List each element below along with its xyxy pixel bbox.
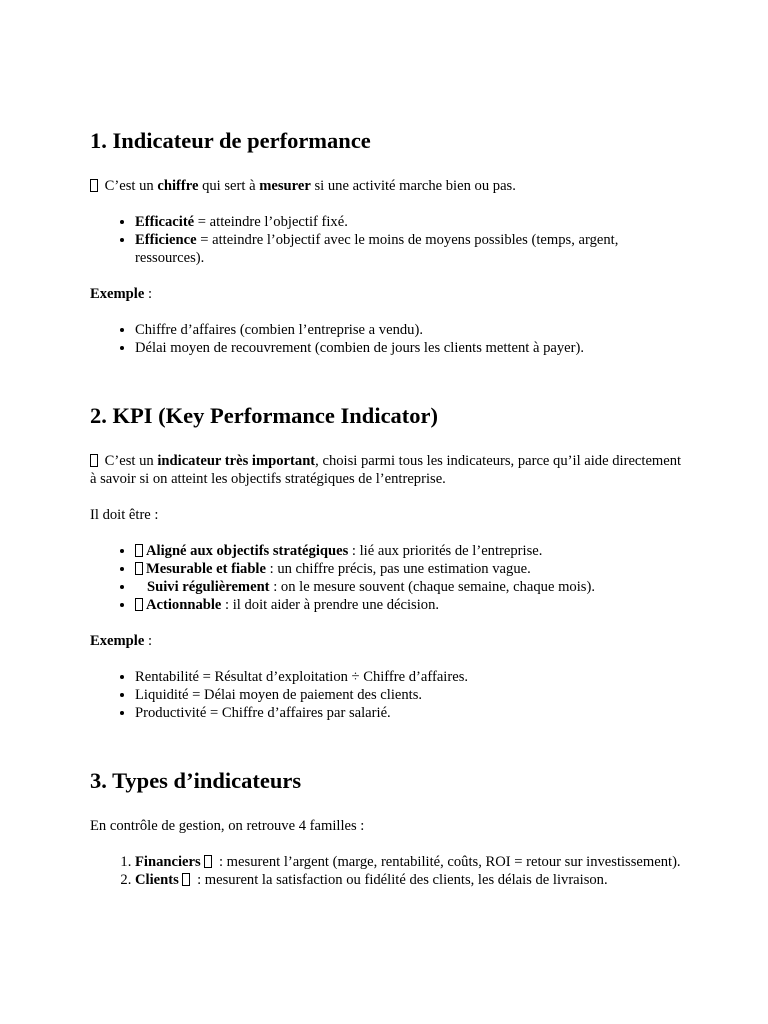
definitions-list (90, 213, 690, 267)
list-item: • Délai moyen de recouvrement (combien de jours les clients mettent à payer). (135, 339, 690, 357)
section-1-intro: C’est un chiffre qui sert à mesurer si une activité marche bien ou pas. (90, 177, 690, 195)
missing-glyph-icon (135, 544, 143, 557)
list-item: • Efficience = atteindre l’objectif avec le moins de moyens possibles (temps, argent, ressources). (135, 231, 690, 267)
examples-list (90, 668, 690, 722)
example-label: Exemple : (90, 633, 153, 649)
criteria-list (90, 542, 690, 614)
section-2-title: 2. KPI (Key Performance Indicator) (90, 403, 439, 428)
list-item: • Liquidité = Délai moyen de paiement des clients. (135, 686, 690, 704)
missing-glyph-icon (135, 562, 143, 575)
list-item: • Chiffre d’affaires (combien l’entreprise a vendu). (135, 321, 690, 339)
example-label: Exemple : (90, 286, 153, 302)
must-be-label: Il doit être : (90, 507, 159, 523)
list-item: • Productivité = Chiffre d’affaires par salarié. (135, 704, 690, 722)
missing-glyph-icon (135, 598, 143, 611)
list-item: • Rentabilité = Résultat d’exploitation ÷ Chiffre d’affaires. (135, 668, 690, 686)
document-content (90, 127, 690, 889)
list-item: • Suivi régulièrement : on le mesure souvent (chaque semaine, chaque mois). (135, 578, 690, 596)
families-list (90, 853, 690, 889)
missing-glyph-icon (90, 179, 98, 192)
examples-list (90, 321, 690, 357)
list-item: • Actionnable : il doit aider à prendre une décision. (135, 596, 690, 614)
list-item: • Aligné aux objectifs stratégiques : lié aux priorités de l’entreprise. (135, 542, 690, 560)
section-2-intro: C’est un indicateur très important, choisi parmi tous les indicateurs, parce qu’il aide directement à savoir si on atteint les objectifs stratégiques de l’entreprise. (90, 453, 682, 487)
missing-glyph-icon (204, 855, 212, 868)
list-item: 2. Clients : mesurent la satisfaction ou fidélité des clients, les délais de livraison. (135, 871, 690, 889)
section-1-title: 1. Indicateur de performance (90, 128, 371, 153)
missing-glyph-icon (182, 873, 190, 886)
missing-glyph-icon (90, 454, 98, 467)
section-3-intro: En contrôle de gestion, on retrouve 4 familles : (90, 818, 365, 834)
list-item: • Efficacité = atteindre l’objectif fixé. (135, 213, 690, 231)
list-item: • Mesurable et fiable : un chiffre précis, pas une estimation vague. (135, 560, 690, 578)
section-3-title: 3. Types d’indicateurs (90, 768, 302, 793)
list-item: 1. Financiers : mesurent l’argent (marge, rentabilité, coûts, ROI = retour sur investissement). (135, 853, 690, 871)
